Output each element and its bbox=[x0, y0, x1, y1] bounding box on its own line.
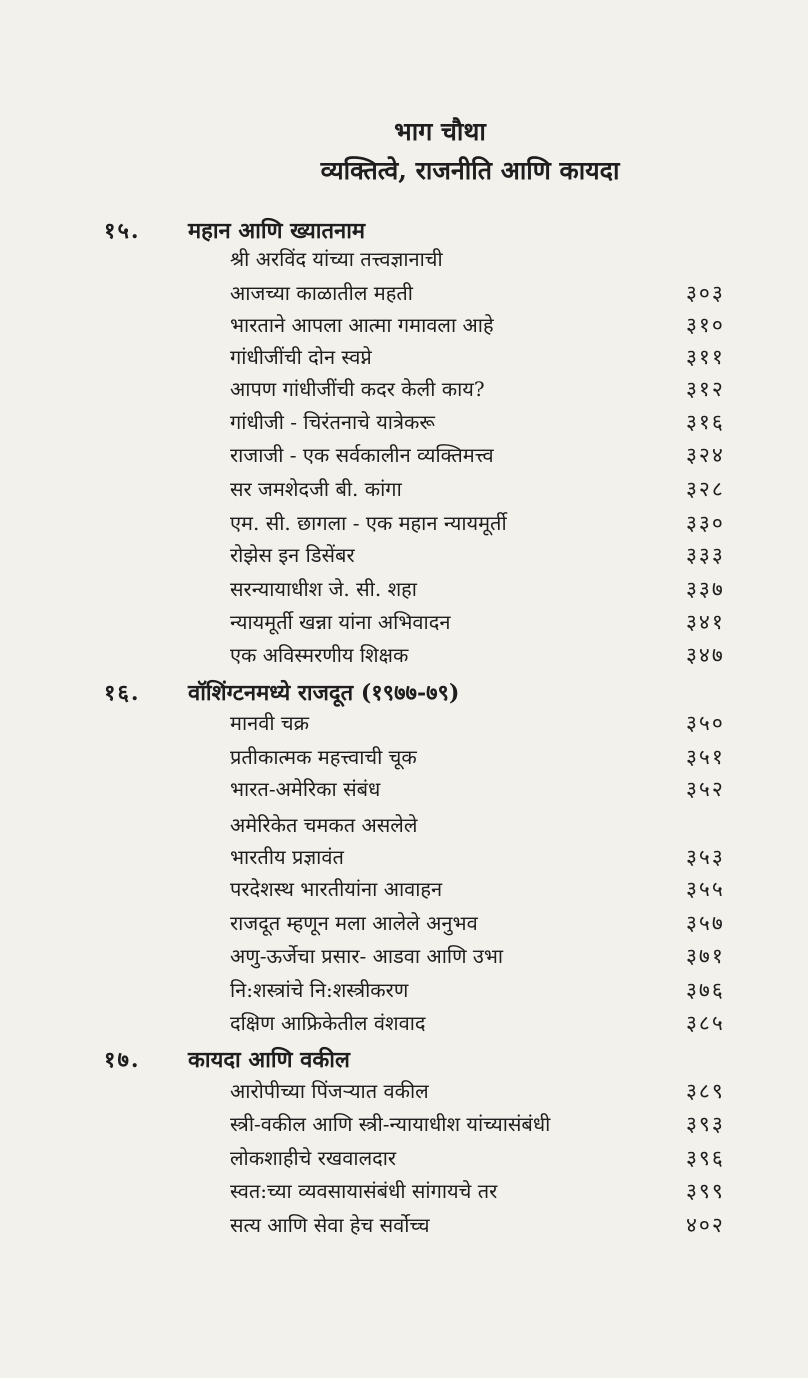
section-number: १७. bbox=[104, 1047, 141, 1073]
toc-entry[interactable] bbox=[0, 541, 808, 573]
toc-entry[interactable] bbox=[0, 1144, 808, 1176]
entry-title: मानवी चक्र bbox=[230, 711, 309, 735]
entry-title: भारत-अमेरिका संबंध bbox=[230, 777, 381, 801]
toc-entry[interactable] bbox=[0, 942, 808, 974]
entry-page: ३१६ bbox=[686, 410, 725, 434]
toc-entry[interactable] bbox=[0, 608, 808, 640]
entry-page: ३९३ bbox=[686, 1112, 725, 1136]
toc-entry[interactable] bbox=[0, 1211, 808, 1243]
section-number: १५. bbox=[104, 218, 141, 244]
toc-entry[interactable] bbox=[0, 843, 808, 875]
entry-title: लोकशाहीचे रखवालदार bbox=[230, 1146, 397, 1170]
section-heading bbox=[0, 1044, 808, 1076]
entry-title: न्यायमूर्ती खन्ना यांना अभिवादन bbox=[230, 610, 451, 634]
toc-entry[interactable] bbox=[0, 475, 808, 507]
entry-page: ४०२ bbox=[686, 1213, 725, 1237]
entry-title: दक्षिण आफ्रिकेतील वंशवाद bbox=[230, 1011, 426, 1035]
entry-title: रोझेस इन डिसेंबर bbox=[230, 543, 355, 567]
entry-page: ३९६ bbox=[686, 1146, 725, 1170]
entry-title: परदेशस्थ भारतीयांना आवाहन bbox=[230, 877, 443, 901]
part-title: भाग चौथा bbox=[394, 117, 486, 146]
entry-page: ३७६ bbox=[686, 978, 725, 1002]
entry-title: भारताने आपला आत्मा गमावला आहे bbox=[230, 313, 494, 337]
toc-entry[interactable] bbox=[0, 709, 808, 741]
entry-title: सर जमशेदजी बी. कांगा bbox=[230, 477, 402, 501]
entry-title: स्त्री-वकील आणि स्त्री-न्यायाधीश यांच्यासंबंधी bbox=[230, 1112, 551, 1136]
entry-title: सत्य आणि सेवा हेच सर्वोच्च bbox=[230, 1213, 430, 1237]
section-number: १६. bbox=[104, 680, 141, 706]
entry-page: ३५७ bbox=[686, 911, 725, 935]
entry-title: आजच्या काळातील महती bbox=[230, 281, 413, 305]
entry-page: ३१० bbox=[686, 313, 725, 337]
toc-entry[interactable] bbox=[0, 811, 808, 843]
entry-page: ३५२ bbox=[686, 777, 725, 801]
entry-page: ३०३ bbox=[686, 281, 725, 305]
toc-entry[interactable] bbox=[0, 311, 808, 343]
toc-entry[interactable] bbox=[0, 343, 808, 375]
section-title: कायदा आणि वकील bbox=[188, 1047, 350, 1073]
toc-entry[interactable] bbox=[0, 743, 808, 775]
section-heading bbox=[0, 215, 808, 247]
toc-entry[interactable] bbox=[0, 909, 808, 941]
section-heading bbox=[0, 677, 808, 709]
entry-title: अणु-ऊर्जेचा प्रसार- आडवा आणि उभा bbox=[230, 944, 504, 968]
entry-page: ३८५ bbox=[686, 1011, 725, 1035]
entry-title: आरोपीच्या पिंजऱ्यात वकील bbox=[230, 1079, 429, 1103]
entry-page: ३५१ bbox=[686, 745, 725, 769]
section-title: महान आणि ख्यातनाम bbox=[188, 218, 366, 244]
entry-page: ३४७ bbox=[686, 643, 725, 667]
entry-page: ३९९ bbox=[686, 1179, 725, 1203]
entry-page: ३५५ bbox=[686, 877, 725, 901]
entry-title: श्री अरविंद यांच्या तत्त्वज्ञानाची bbox=[230, 247, 443, 271]
toc-entry[interactable] bbox=[0, 1177, 808, 1209]
entry-title: सरन्यायाधीश जे. सी. शहा bbox=[230, 577, 417, 601]
toc-entry[interactable] bbox=[0, 245, 808, 277]
entry-title: गांधीजींची दोन स्वप्ने bbox=[230, 345, 372, 369]
toc-entry[interactable] bbox=[0, 509, 808, 541]
toc-entry[interactable] bbox=[0, 441, 808, 473]
entry-title: एम. सी. छागला - एक महान न्यायमूर्ती bbox=[230, 511, 507, 535]
entry-page: ३३० bbox=[686, 511, 725, 535]
entry-page: ३३३ bbox=[686, 543, 725, 567]
entry-title: स्वत:च्या व्यवसायासंबंधी सांगायचे तर bbox=[230, 1179, 498, 1203]
entry-page: ३१२ bbox=[686, 377, 725, 401]
toc-entry[interactable] bbox=[0, 1009, 808, 1041]
entry-title: राजाजी - एक सर्वकालीन व्यक्तिमत्त्व bbox=[230, 443, 494, 467]
entry-title: प्रतीकात्मक महत्त्वाची चूक bbox=[230, 745, 417, 769]
entry-title: आपण गांधीजींची कदर केली काय? bbox=[230, 377, 485, 401]
entry-page: ३५० bbox=[686, 711, 725, 735]
toc-entry[interactable] bbox=[0, 775, 808, 807]
entry-title: अमेरिकेत चमकत असलेले bbox=[230, 813, 418, 837]
toc-entry[interactable] bbox=[0, 375, 808, 407]
toc-entry[interactable] bbox=[0, 575, 808, 607]
entry-page: ३७१ bbox=[686, 944, 725, 968]
toc-entry[interactable] bbox=[0, 279, 808, 311]
entry-title: गांधीजी - चिरंतनाचे यात्रेकरू bbox=[230, 410, 435, 434]
entry-title: एक अविस्मरणीय शिक्षक bbox=[230, 643, 409, 667]
toc-entry[interactable] bbox=[0, 875, 808, 907]
part-subtitle: व्यक्तित्वे, राजनीति आणि कायदा bbox=[320, 156, 620, 185]
toc-entry[interactable] bbox=[0, 1110, 808, 1142]
entry-title: भारतीय प्रज्ञावंत bbox=[230, 845, 344, 869]
entry-title: राजदूत म्हणून मला आलेले अनुभव bbox=[230, 911, 478, 935]
entry-page: ३५३ bbox=[686, 845, 725, 869]
entry-page: ३२८ bbox=[686, 477, 725, 501]
section-title: वॉशिंग्टनमध्ये राजदूत (१९७७-७९) bbox=[188, 680, 460, 706]
entry-page: ३११ bbox=[686, 345, 725, 369]
entry-page: ३३७ bbox=[686, 577, 725, 601]
toc-entry[interactable] bbox=[0, 1077, 808, 1109]
toc-entry[interactable] bbox=[0, 641, 808, 673]
entry-page: ३४१ bbox=[686, 610, 725, 634]
entry-title: नि:शस्त्रांचे नि:शस्त्रीकरण bbox=[230, 978, 409, 1002]
toc-entry[interactable] bbox=[0, 408, 808, 440]
toc-entry[interactable] bbox=[0, 976, 808, 1008]
entry-page: ३२४ bbox=[686, 443, 725, 467]
entry-page: ३८९ bbox=[686, 1079, 725, 1103]
